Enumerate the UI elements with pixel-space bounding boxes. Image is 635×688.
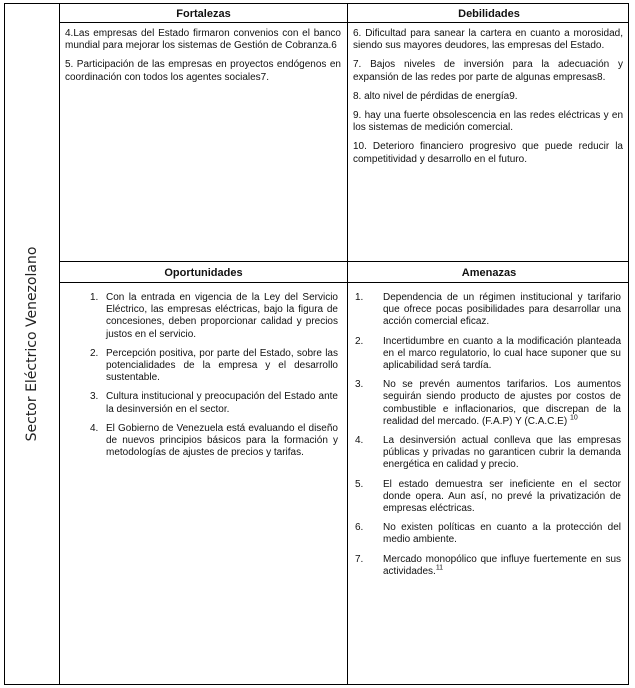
list-item: 3. Cultura institucional y preocupación del Estado ante la desinversión en el sector.	[90, 391, 338, 415]
debilidades-item: 9. hay una fuerte obsolescencia en las redes eléctricas y en los sistemas de medición comercial.	[353, 110, 623, 134]
list-item: 4. La desinversión actual conlleva que las empresas públicas y privadas no garanticen cubrir la demanda energética en calidad y precio.	[355, 435, 621, 471]
amenazas-list	[353, 292, 621, 578]
list-item: 5. El estado demuestra ser ineficiente en el sector donde opera. Aun así, no prevé la privatización de empresas eléctricas.	[355, 478, 621, 515]
list-item: 2. Percepción positiva, por parte del Estado, sobre las potencialidades de la empresa y el desarrollo sustentable.	[90, 347, 338, 384]
oportunidades-body	[82, 292, 338, 466]
side-column	[5, 4, 60, 684]
header-divider-top	[60, 22, 628, 23]
list-item: 1. Con la entrada en vigencia de la Ley del Servicio Eléctrico, las empresas eléctricas, bajo la figura de concesiones, deben proporcionar calidad y precios justos en el servicio.	[90, 292, 338, 340]
fortalezas-body	[65, 28, 341, 91]
footnote-ref: 11	[435, 564, 444, 572]
debilidades-body	[353, 28, 623, 173]
debilidades-item: 6. Dificultad para sanear la cartera en cuanto a morosidad, siendo sus mayores deudores, las empresas del Estado.	[353, 28, 623, 52]
fortalezas-header: Fortalezas	[176, 8, 231, 20]
amenazas-body	[353, 292, 621, 585]
swot-table	[4, 3, 629, 685]
section-divider	[60, 261, 628, 262]
debilidades-item: 8. alto nivel de pérdidas de energía9.	[353, 90, 518, 102]
column-divider	[347, 4, 348, 684]
fortalezas-item: 5. Participación de las empresas en proyectos endógenos en coordinación con todos los agentes sociales7.	[65, 59, 341, 83]
debilidades-item: 10. Deterioro financiero progresivo que puede reducir la competitividad y desarrollo en el futuro.	[353, 141, 623, 165]
oportunidades-header: Oportunidades	[164, 267, 243, 279]
list-item: 6. No existen políticas en cuanto a la protección del medio ambiente.	[355, 522, 621, 546]
list-item: 4. El Gobierno de Venezuela está evaluando el diseño de nuevos principios básicos para la formación y metodologías de ajustes de precios y tarifas.	[90, 422, 338, 459]
header-divider-bottom	[60, 282, 628, 283]
swot-grid	[60, 4, 628, 684]
list-item: 3. No se prevén aumentos tarifarios. Los aumentos seguirán siendo producto de ajustes por costos de combustible e inflacionarios, que discrepan de la realidad del mercado. (F.A.P) Y (C.A.C.E) $^{10}$	[355, 379, 621, 427]
footnote-ref: 10	[569, 414, 578, 422]
list-item: 2. Incertidumbre en cuanto a la modificación planteada en el marco regulatorio, lo cual hace suponer que su aplicabilidad será tardía.	[355, 335, 621, 372]
oportunidades-list	[82, 292, 338, 459]
debilidades-header: Debilidades	[458, 8, 520, 20]
fortalezas-item: 4.Las empresas del Estado firmaron convenios con el banco mundial para mejorar los sistemas de Gestión de Cobranza.6	[65, 28, 341, 52]
sector-label: Sector Eléctrico Venezolano	[24, 246, 40, 442]
amenazas-header: Amenazas	[461, 267, 517, 279]
list-item: 7. Mercado monopólico que influye fuertemente en sus actividades.$^{11}$	[355, 553, 621, 577]
list-item: 1. Dependencia de un régimen institucional y tarifario que ofrece pocas posibilidades para desarrollar una acción comercial eficaz.	[355, 292, 621, 328]
debilidades-item: 7. Bajos niveles de inversión para la adecuación y expansión de las redes por parte de algunas empresas8.	[353, 59, 623, 83]
